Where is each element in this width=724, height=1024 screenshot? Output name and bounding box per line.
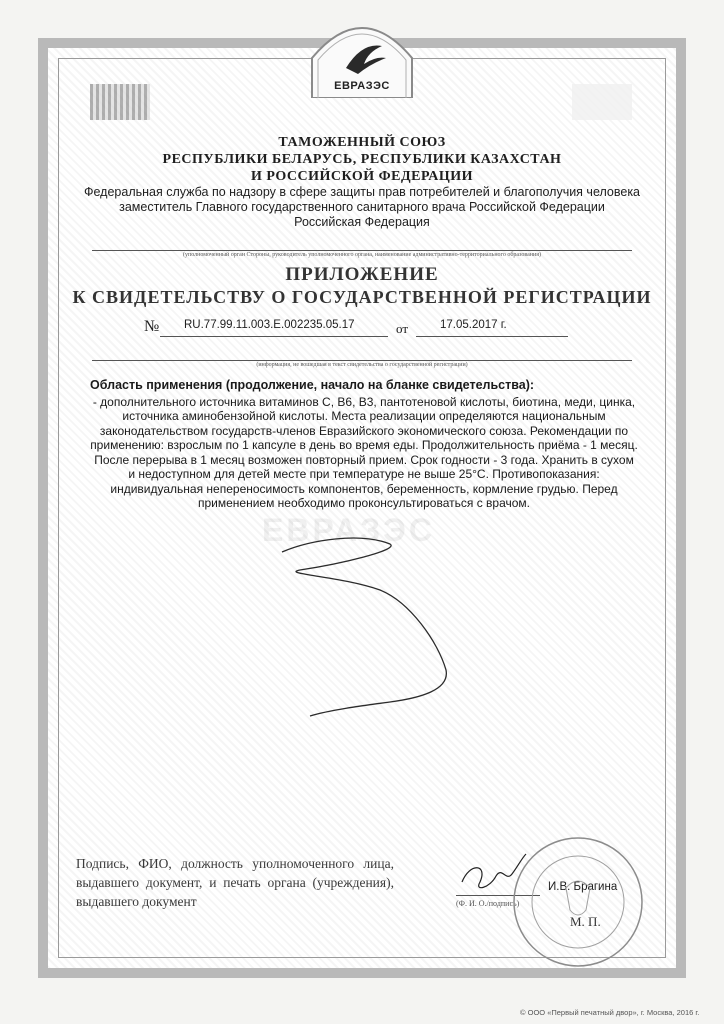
signer-name: И.В. Брагина (548, 881, 618, 893)
date-underline (416, 336, 568, 337)
header-block (62, 134, 662, 230)
content-block (90, 378, 638, 511)
header-line-1: ТАМОЖЕННЫЙ СОЮЗ (278, 135, 446, 150)
agency-line-2: заместитель Главного государственного санитарного врача Российской Федерации (119, 200, 605, 214)
document-title: ПРИЛОЖЕНИЕ (285, 264, 439, 285)
authority-note: (уполномоченный орган Стороны, руководитель уполномоченного органа, наименование административно-территориального образования) (183, 252, 541, 258)
registration-date: 17.05.2017 г. (440, 319, 507, 331)
stamp-label: М. П. (570, 914, 601, 929)
authority-underline (92, 250, 632, 251)
content-heading: Область применения (продолжение, начало на бланке свидетельства): (90, 378, 535, 392)
ornament-left (90, 84, 150, 120)
copyright: © ООО «Первый печатный двор», г. Москва, 2016 г. (520, 1008, 700, 1017)
agency-line-3: Российская Федерация (294, 215, 430, 229)
info-note: (информация, не вошедшая в текст свидетельства о государственной регистрации) (256, 362, 468, 368)
info-underline (92, 360, 632, 361)
document-subtitle: К СВИДЕТЕЛЬСТВУ О ГОСУДАРСТВЕННОЙ РЕГИСТРАЦИИ (72, 287, 652, 307)
watermark-text: ЕВРАЗЭС (262, 512, 436, 548)
logo-text: ЕВРАЗЭС (334, 80, 390, 92)
date-label: от (396, 321, 409, 336)
agency-line-1: Федеральная служба по надзору в сфере защиты прав потребителей и благополучия человека (83, 185, 641, 199)
ornament-right (572, 84, 632, 120)
registration-number: RU.77.99.11.003.Е.002235.05.17 (184, 319, 355, 331)
header-line-3: И РОССИЙСКОЙ ФЕДЕРАЦИИ (251, 169, 473, 184)
fio-note: (Ф. И. О./подпись) (456, 899, 520, 908)
signature-caption: Подпись, ФИО, должность уполномоченного лица, выдавшего документ, и печать органа (учреждения), выдавшего документ (76, 856, 394, 909)
header-line-2: РЕСПУБЛИКИ БЕЛАРУСЬ, РЕСПУБЛИКИ КАЗАХСТАН (162, 152, 562, 167)
evrazes-logo (306, 12, 418, 98)
number-underline (160, 336, 388, 337)
signature-scribble (270, 530, 470, 730)
content-paragraph: - дополнительного источника витаминов С, В6, В3, пантотеновой кислоты, биотина, меди, цинка, источника аминобензойной кислоты. Места реализации определяются национальным законодательством государств-членов Евразийского экономического союза. Рекомендации по применению: взрослым по 1 капсуле в день во время еды. Продолжительность приёма - 1 месяц. После перерыва в 1 месяц возможен повторный прием. Срок годности - 3 года. Хранить в сухом и недоступном для детей месте при температуре не выше 25°С. Противопоказания: индивидуальная непереносимость компонентов, беременность, кормление грудью. Перед применением необходимо проконсультироваться с врачом. (90, 394, 638, 510)
official-seal (508, 832, 648, 972)
number-label: № (144, 318, 160, 335)
